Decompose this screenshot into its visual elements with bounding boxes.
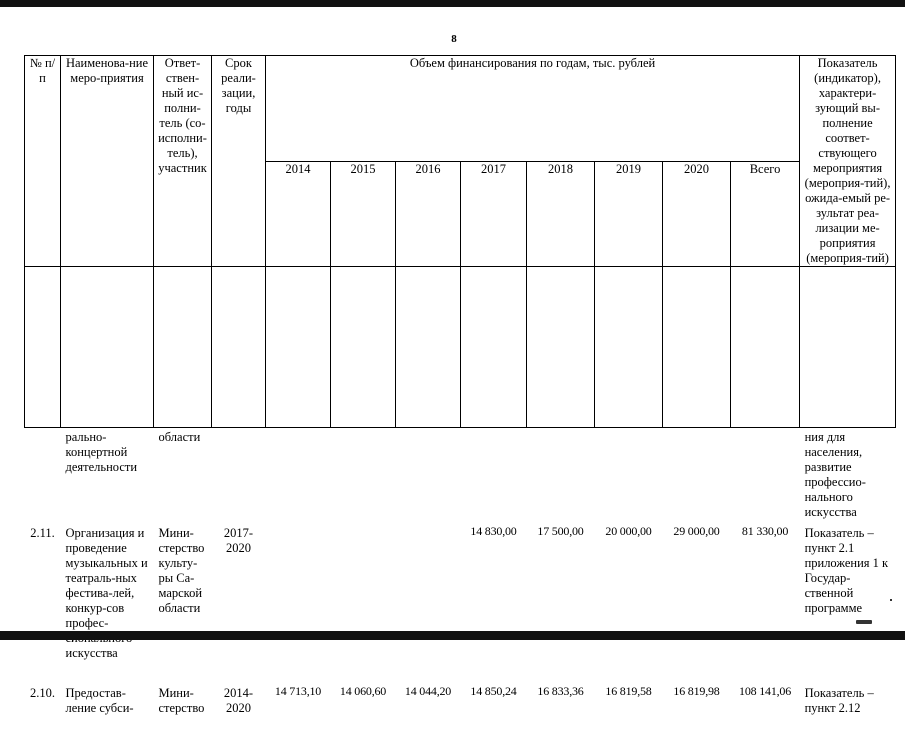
- header-name-space: [61, 267, 154, 428]
- row-total: 81 330,00: [741, 524, 789, 538]
- row-term: 2014-2020: [223, 686, 254, 715]
- row-name: рально-концертной деятельности: [65, 430, 138, 474]
- row-value: 20 000,00: [605, 524, 652, 538]
- header-total: Всего: [731, 161, 800, 267]
- top-border-bar: [0, 0, 905, 7]
- bottom-border-bar: [0, 631, 905, 640]
- header-no-space: [25, 267, 61, 428]
- header-resp-space: [154, 267, 212, 428]
- row-value: [663, 428, 731, 525]
- row-value: [595, 428, 663, 525]
- page-number: 8: [451, 33, 457, 45]
- header-year: 2020: [663, 161, 731, 267]
- scan-mark: [856, 620, 872, 624]
- header-year: 2018: [527, 161, 595, 267]
- header-year: 2017: [461, 161, 527, 267]
- row-value: [331, 524, 396, 684]
- row-no: 2.11.: [30, 526, 55, 540]
- row-total: [731, 428, 800, 525]
- table-row: [25, 428, 896, 525]
- header-year-space: [266, 267, 331, 428]
- header-name: Наименова-ние меро-приятия: [61, 56, 154, 267]
- row-name: Организация и проведение музыкальных и театраль-ных фестива-лей, конкур-сов профес- искусства: [65, 526, 148, 660]
- row-no: [25, 428, 61, 525]
- row-value: 14 060,60: [339, 684, 387, 698]
- row-responsible: Мини-стерство: [158, 686, 205, 715]
- row-responsible: области: [158, 430, 201, 444]
- row-value: 14 830,00: [470, 524, 517, 538]
- header-year-space: [331, 267, 396, 428]
- row-value: 14 713,10: [274, 684, 322, 698]
- row-value: [331, 428, 396, 525]
- row-value: [266, 428, 331, 525]
- row-value: 14 044,20: [404, 684, 452, 698]
- header-year-space: [663, 267, 731, 428]
- header-indicator-space: [800, 267, 896, 428]
- header-term: Срок реали-зации, годы: [212, 56, 266, 267]
- row-value: [396, 428, 461, 525]
- row-value: 29 000,00: [673, 524, 720, 538]
- header-year-space: [527, 267, 595, 428]
- header-year: 2016: [396, 161, 461, 267]
- row-indicator: Показатель – пункт 2.1 приложения 1 к Государ-ственной программе: [804, 526, 889, 615]
- row-value: 16 819,98: [673, 684, 720, 698]
- header-year: 2014: [266, 161, 331, 267]
- row-responsible: Мини-стерство культу-ры Са-марской области: [158, 526, 205, 615]
- row-value: 16 819,58: [605, 684, 652, 698]
- header-year-space: [396, 267, 461, 428]
- row-value: 17 500,00: [537, 524, 584, 538]
- header-indicator: Показатель (индикатор), характери-зующий вы-полнение соответ-ствующего мероприятия (мероприя-тий), ожида-емый ре-зультат реа-лизации ме-роприятия (мероприя-тий): [800, 56, 896, 267]
- header-no: № п/п: [25, 56, 61, 267]
- row-total: 108 141,06: [739, 684, 792, 698]
- header-year: 2019: [595, 161, 663, 267]
- row-value: 14 850,24: [470, 684, 517, 698]
- row-indicator: ния для населения, развитие профессио-нального искусства: [804, 430, 866, 519]
- row-no: 2.10.: [30, 686, 55, 700]
- header-responsible: Ответ-ствен-ный ис-полни-тель (со-исполни-тель), участник: [154, 56, 212, 267]
- table-row: [25, 684, 896, 746]
- header-year-space: [461, 267, 527, 428]
- row-indicator: Показатель – пункт 2.12: [804, 686, 874, 715]
- row-value: [266, 524, 331, 684]
- header-year-space: [731, 267, 800, 428]
- row-name: Предостав-ление субси-: [65, 686, 134, 715]
- row-value: 16 833,36: [537, 684, 584, 698]
- header-term-space: [212, 267, 266, 428]
- table-row: [25, 524, 896, 684]
- header-year: 2015: [331, 161, 396, 267]
- row-term: 2017-2020: [223, 526, 254, 555]
- header-year-space: [595, 267, 663, 428]
- row-value: [527, 428, 595, 525]
- row-value: [396, 524, 461, 684]
- header-funding: Объем финансирования по годам, тыс. рублей: [266, 56, 800, 162]
- row-term: [212, 428, 266, 525]
- scan-speck: [890, 599, 892, 601]
- funding-table: [24, 55, 896, 746]
- row-value: [461, 428, 527, 525]
